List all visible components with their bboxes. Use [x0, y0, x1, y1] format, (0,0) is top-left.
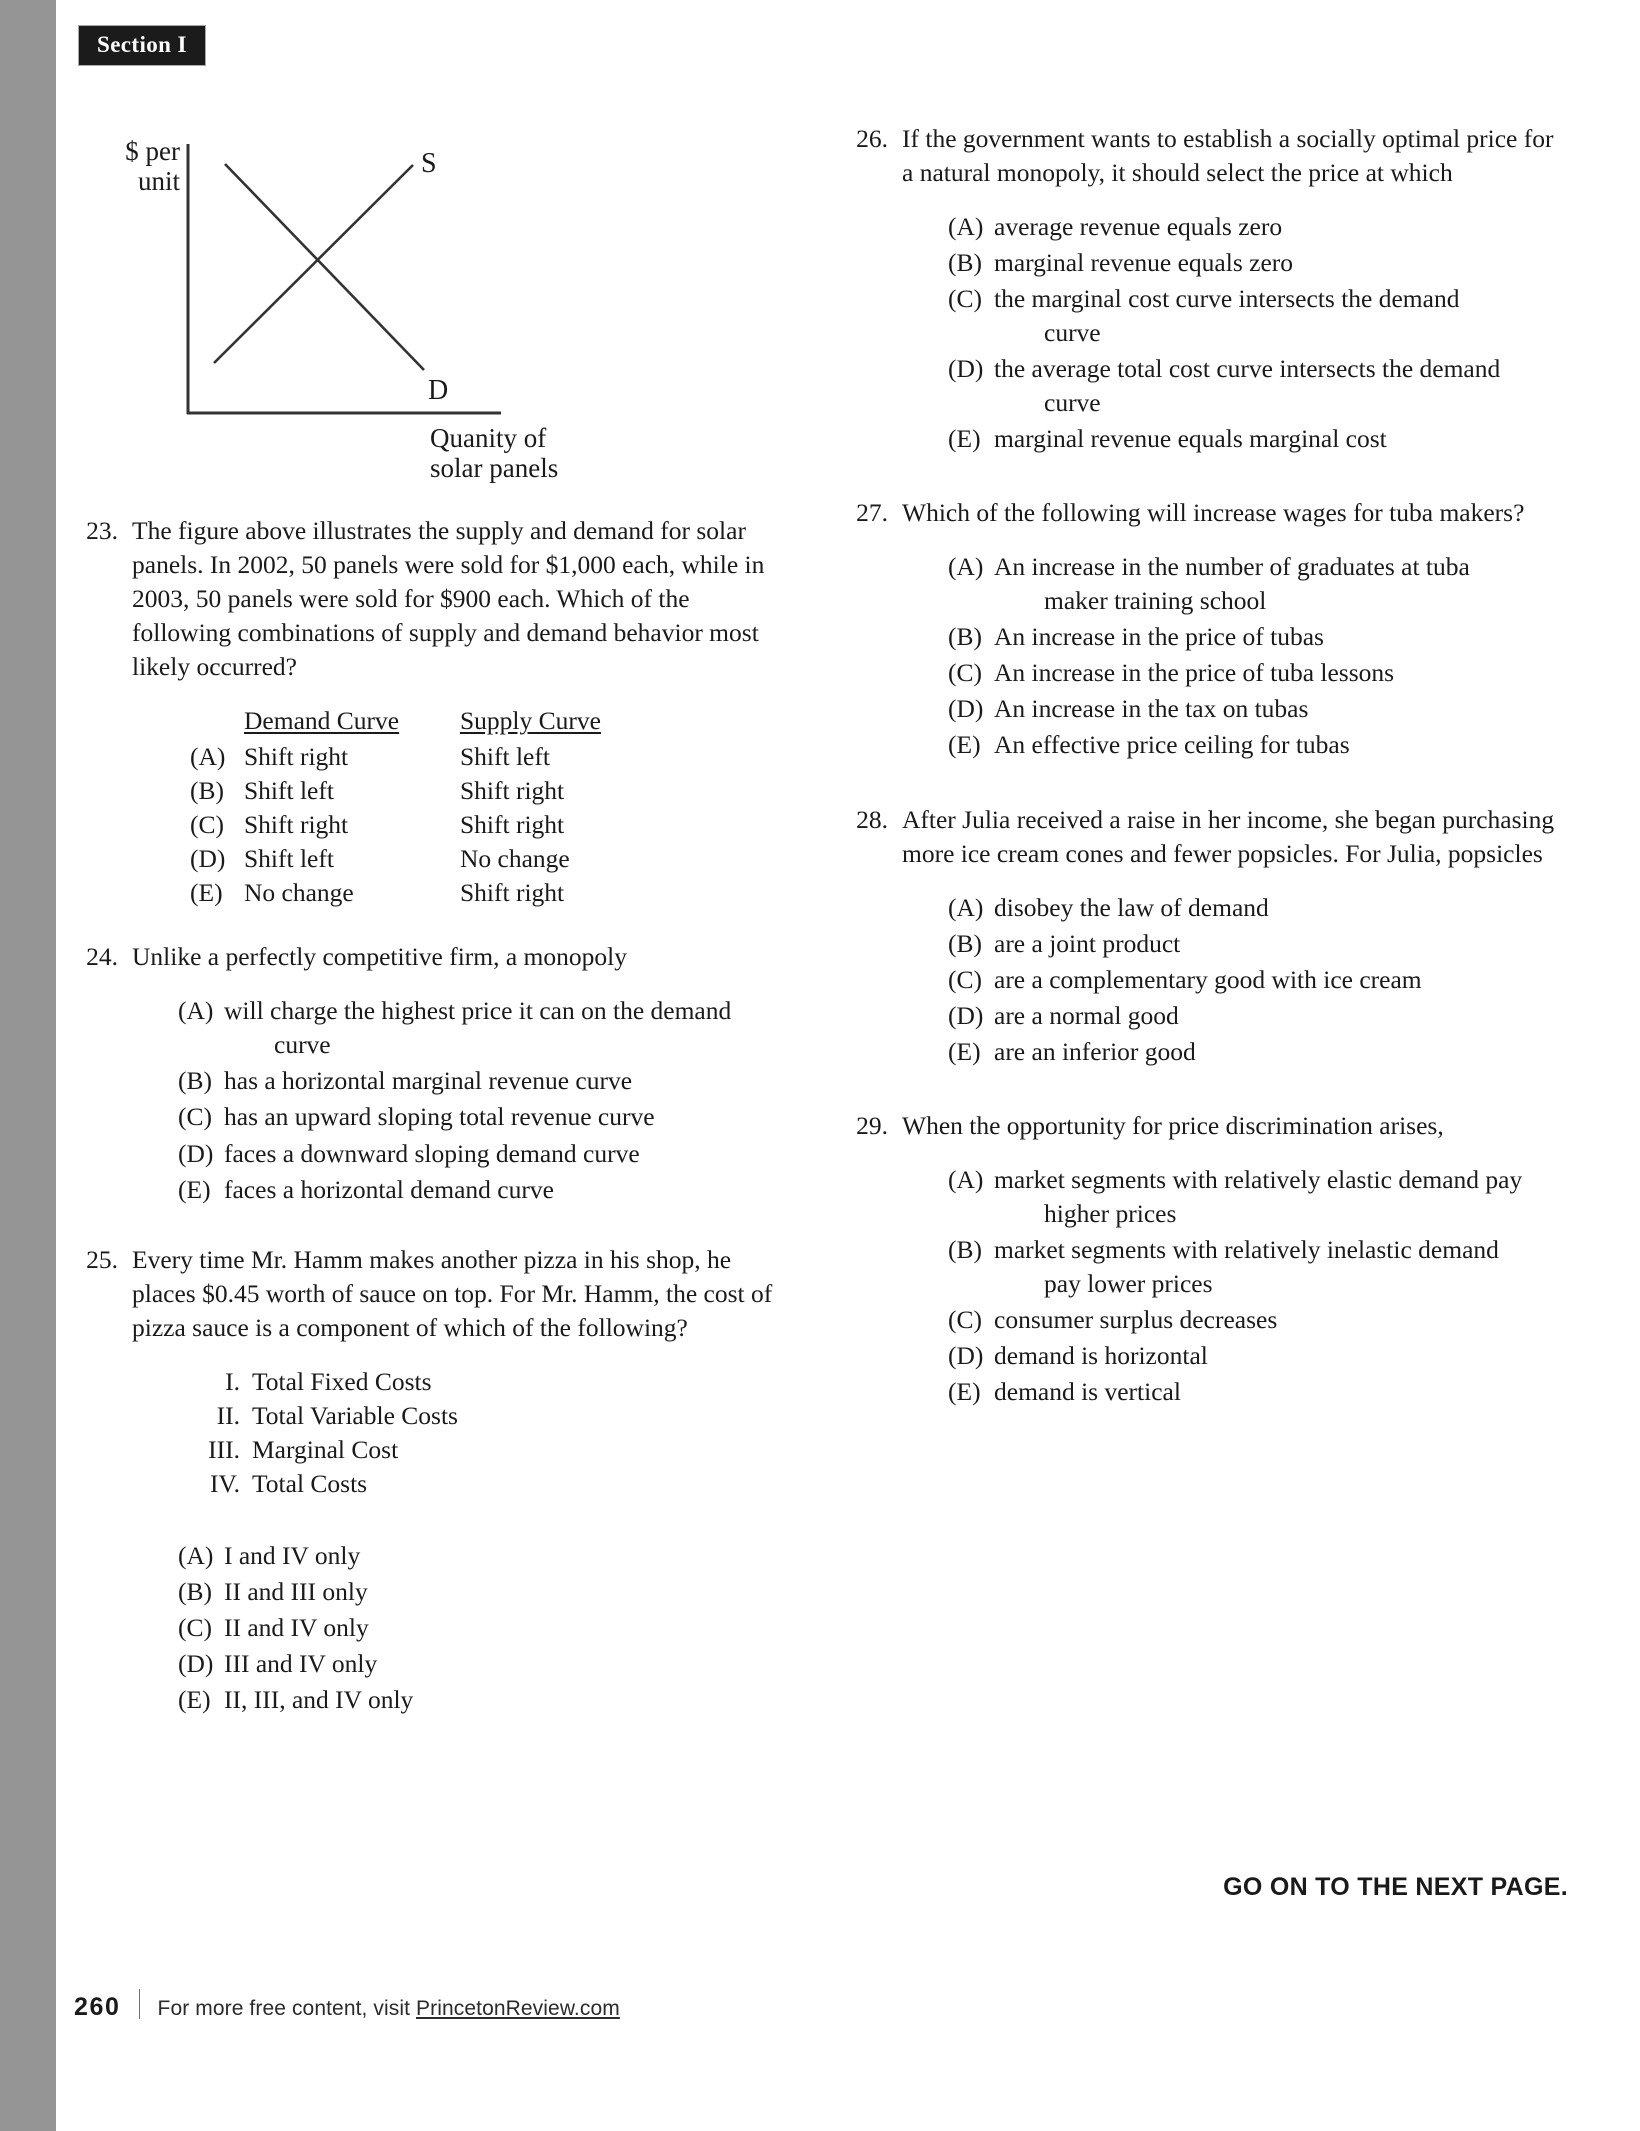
choice-letter: (B)	[948, 248, 982, 278]
choice-letter: (A)	[948, 212, 984, 242]
choice-letter: (B)	[948, 1234, 982, 1264]
question-23	[76, 514, 776, 910]
choice-line1: has a horizontal marginal revenue curve	[224, 1066, 633, 1096]
page-content	[56, 0, 1640, 2131]
choice-b[interactable]	[938, 620, 1566, 654]
choice-demand-value: No change	[244, 878, 354, 908]
choice-d[interactable]	[938, 352, 1566, 420]
choice-e[interactable]	[938, 1035, 1566, 1069]
list-item	[190, 1399, 776, 1433]
choice-letter: (A)	[948, 1164, 984, 1194]
choice-letter: (E)	[948, 424, 981, 454]
choice-text	[224, 1575, 776, 1609]
choice-letter: (E)	[178, 1174, 211, 1204]
question-25-choices	[132, 1539, 776, 1717]
page-footer	[74, 1985, 620, 2022]
choice-c[interactable]	[938, 963, 1566, 997]
question-24-number: 24.	[86, 942, 118, 972]
choice-line1: the average total cost curve intersects the demand	[994, 354, 1501, 384]
choice-line1: are a complementary good with ice cream	[994, 964, 1422, 994]
footer-text-prefix: For more free content, visit	[157, 1997, 417, 2020]
choice-line2: curve	[1044, 388, 1101, 418]
choice-d[interactable]	[938, 999, 1566, 1033]
choice-text	[994, 963, 1566, 997]
question-28-number: 28.	[856, 804, 888, 834]
choice-text	[224, 1539, 776, 1573]
choice-letter: (E)	[190, 878, 223, 908]
choice-text	[994, 1375, 1566, 1409]
question-28-stem: After Julia received a raise in her income, she began purchasing more ice cream cones and fewer popsicles. For Julia, popsicles	[902, 804, 1555, 868]
choice-letter: (A)	[178, 1540, 214, 1570]
choice-c[interactable]	[168, 1100, 776, 1134]
princeton-review-link[interactable]: PrincetonReview.com	[416, 1997, 620, 2020]
question-28	[846, 803, 1566, 1071]
choice-line1: consumer surplus decreases	[994, 1304, 1278, 1334]
choice-text	[994, 1339, 1566, 1373]
table-header-row	[190, 704, 776, 738]
table-row[interactable]	[190, 842, 776, 876]
choice-text	[994, 656, 1566, 690]
question-25-roman-list	[132, 1365, 776, 1501]
roman-text: Total Fixed Costs	[252, 1366, 432, 1396]
choice-a[interactable]	[938, 210, 1566, 244]
choice-text	[994, 891, 1566, 925]
y-axis-label-line2: unit	[137, 166, 180, 196]
question-29-number: 29.	[856, 1110, 888, 1140]
choice-b[interactable]	[168, 1575, 776, 1609]
choice-d[interactable]	[168, 1647, 776, 1681]
choice-line1: will charge the highest price it can on the demand	[224, 996, 732, 1026]
choice-supply-value: No change	[460, 844, 570, 874]
choice-letter: (B)	[190, 776, 224, 806]
supply-demand-figure	[76, 122, 776, 502]
list-item	[190, 1433, 776, 1467]
choice-e[interactable]	[938, 1375, 1566, 1409]
roman-numeral: I.	[225, 1366, 240, 1396]
question-29-stem: When the opportunity for price discrimination arises,	[902, 1110, 1444, 1140]
choice-letter: (D)	[178, 1648, 214, 1678]
supply-curve-label: S	[421, 148, 437, 179]
question-27-number: 27.	[856, 498, 888, 528]
left-column	[76, 122, 776, 1749]
choice-demand-value: Shift right	[244, 742, 349, 772]
choice-line1: demand is vertical	[994, 1376, 1181, 1406]
choice-line1: market segments with relatively elastic demand pay	[994, 1164, 1523, 1194]
choice-text	[994, 927, 1566, 961]
choice-b[interactable]	[168, 1064, 776, 1098]
choice-letter: (C)	[948, 1304, 982, 1334]
choice-line2: higher prices	[1044, 1198, 1177, 1228]
choice-letter: (D)	[948, 694, 984, 724]
choice-letter: (E)	[948, 730, 981, 760]
choice-text	[224, 1137, 776, 1171]
choice-text	[224, 1173, 776, 1207]
choice-d[interactable]	[938, 1339, 1566, 1373]
roman-numeral: III.	[208, 1434, 240, 1464]
choice-text	[994, 728, 1566, 762]
choice-b[interactable]	[938, 246, 1566, 280]
choice-text	[224, 1683, 776, 1717]
question-24	[76, 940, 776, 1208]
roman-text: Marginal Cost	[252, 1434, 399, 1464]
question-23-stem: The figure above illustrates the supply and demand for solar panels. In 2002, 50 panels were sold for $1,000 each, while in 2003, 50 panels were sold for $900 each. Which of the following combinations of supply and demand behavior most likely occurred?	[132, 516, 765, 682]
choice-letter: (B)	[948, 928, 982, 958]
choice-line1: are a joint product	[994, 928, 1181, 958]
question-23-choice-table	[132, 704, 776, 910]
choice-line2: maker training school	[1044, 586, 1267, 616]
choice-e[interactable]	[168, 1683, 776, 1717]
demand-curve	[225, 164, 424, 370]
choice-line1: III and IV only	[224, 1648, 378, 1678]
choice-letter: (D)	[948, 1000, 984, 1030]
list-item	[190, 1467, 776, 1501]
choice-line2: curve	[1044, 318, 1101, 348]
choice-line1: are a normal good	[994, 1000, 1179, 1030]
choice-letter: (E)	[948, 1376, 981, 1406]
choice-line1: the marginal cost curve intersects the demand	[994, 284, 1460, 314]
choice-text	[994, 1163, 1566, 1231]
choice-letter: (B)	[178, 1576, 212, 1606]
y-axis-label-line1: $ per	[125, 136, 180, 166]
x-axis-label-line2: solar panels	[430, 453, 559, 483]
choice-text	[994, 1303, 1566, 1337]
choice-letter: (D)	[178, 1138, 214, 1168]
page-gutter-bar	[0, 0, 56, 2131]
table-header-supply: Supply Curve	[460, 706, 601, 736]
question-25-number: 25.	[86, 1244, 118, 1274]
question-25	[76, 1243, 776, 1719]
choice-text	[994, 246, 1566, 280]
question-27-choices	[902, 550, 1566, 762]
choice-text	[994, 352, 1566, 420]
roman-numeral: IV.	[210, 1468, 240, 1498]
choice-line1: faces a downward sloping demand curve	[224, 1138, 640, 1168]
choice-text	[224, 1064, 776, 1098]
choice-demand-value: Shift left	[244, 776, 334, 806]
choice-letter: (E)	[178, 1684, 211, 1714]
choice-line1: faces a horizontal demand curve	[224, 1174, 554, 1204]
choice-line1: An increase in the price of tuba lessons	[994, 658, 1395, 688]
choice-line1: An effective price ceiling for tubas	[994, 730, 1350, 760]
list-item	[190, 1365, 776, 1399]
choice-text	[224, 1647, 776, 1681]
choice-line2: curve	[274, 1030, 331, 1060]
choice-line1: II and III only	[224, 1576, 368, 1606]
right-column	[846, 122, 1566, 1441]
supply-demand-chart	[76, 122, 776, 502]
choice-text	[994, 210, 1566, 244]
choice-letter: (D)	[948, 354, 984, 384]
choice-line1: are an inferior good	[994, 1036, 1196, 1066]
choice-line2: pay lower prices	[1044, 1268, 1213, 1298]
choice-line1: average revenue equals zero	[994, 212, 1283, 242]
choice-line1: II, III, and IV only	[224, 1684, 414, 1714]
choice-text	[994, 620, 1566, 654]
question-29-choices	[902, 1163, 1566, 1409]
x-axis-label-line1: Quanity of	[430, 423, 547, 453]
choice-letter: (A)	[948, 552, 984, 582]
question-24-choices	[132, 994, 776, 1206]
question-27	[846, 496, 1566, 764]
roman-text: Total Costs	[252, 1468, 368, 1498]
choice-supply-value: Shift right	[460, 878, 565, 908]
choice-letter: (A)	[948, 892, 984, 922]
choice-b[interactable]	[938, 1233, 1566, 1301]
go-on-to-next-page-notice: GO ON TO THE NEXT PAGE.	[1223, 1873, 1568, 1901]
choice-supply-value: Shift right	[460, 810, 565, 840]
choice-text	[994, 1035, 1566, 1069]
choice-letter: (B)	[948, 622, 982, 652]
choice-letter: (B)	[178, 1066, 212, 1096]
question-29	[846, 1109, 1566, 1411]
choice-text	[994, 999, 1566, 1033]
choice-a[interactable]	[168, 994, 776, 1062]
page-number: 260	[74, 1993, 121, 2021]
choice-letter: (D)	[948, 1340, 984, 1370]
table-row[interactable]	[190, 774, 776, 808]
choice-letter: (C)	[948, 658, 982, 688]
choice-supply-value: Shift right	[460, 776, 565, 806]
choice-line1: disobey the law of demand	[994, 892, 1269, 922]
question-23-number: 23.	[86, 516, 118, 545]
choice-demand-value: Shift right	[244, 810, 349, 840]
choice-line1: An increase in the tax on tubas	[994, 694, 1309, 724]
choice-line1: demand is horizontal	[994, 1340, 1208, 1370]
choice-e[interactable]	[938, 728, 1566, 762]
choice-letter: (A)	[178, 996, 214, 1026]
roman-text: Total Variable Costs	[252, 1400, 458, 1430]
choice-a[interactable]	[168, 1539, 776, 1573]
choice-supply-value: Shift left	[460, 742, 550, 772]
choice-c[interactable]	[938, 282, 1566, 350]
question-25-stem: Every time Mr. Hamm makes another pizza in his shop, he places $0.45 worth of sauce on top. For Mr. Hamm, the cost of pizza sauce is a component of which of the following?	[132, 1244, 773, 1342]
choice-line1: marginal revenue equals marginal cost	[994, 424, 1387, 454]
choice-c[interactable]	[938, 656, 1566, 690]
footer-text	[158, 1997, 620, 2021]
choice-line1: has an upward sloping total revenue curve	[224, 1102, 655, 1132]
choice-a[interactable]	[938, 550, 1566, 618]
choice-e[interactable]	[168, 1173, 776, 1207]
choice-text	[224, 1100, 776, 1134]
choice-c[interactable]	[168, 1611, 776, 1645]
question-26-choices	[902, 210, 1566, 456]
choice-letter: (C)	[178, 1612, 212, 1642]
choice-text	[994, 422, 1566, 456]
question-26	[846, 122, 1566, 458]
choice-line1: marginal revenue equals zero	[994, 248, 1294, 278]
demand-curve-label: D	[428, 375, 449, 406]
choice-text	[994, 692, 1566, 726]
table-row[interactable]	[190, 740, 776, 774]
supply-curve	[214, 165, 413, 363]
choice-letter: (C)	[948, 964, 982, 994]
choice-text	[224, 994, 776, 1062]
choice-line1: I and IV only	[224, 1540, 361, 1570]
choice-demand-value: Shift left	[244, 844, 334, 874]
choice-line1: market segments with relatively inelastic demand	[994, 1234, 1499, 1264]
choice-letter: (C)	[190, 810, 224, 840]
choice-c[interactable]	[938, 1303, 1566, 1337]
section-tag: Section I	[78, 25, 206, 66]
choice-line1: II and IV only	[224, 1612, 369, 1642]
choice-line1: An increase in the number of graduates at tuba	[994, 552, 1470, 582]
choice-text	[994, 282, 1566, 350]
choice-text	[224, 1611, 776, 1645]
question-28-choices	[902, 891, 1566, 1069]
choice-a[interactable]	[938, 891, 1566, 925]
question-24-stem: Unlike a perfectly competitive firm, a monopoly	[132, 942, 627, 972]
choice-b[interactable]	[938, 927, 1566, 961]
choice-line1: An increase in the price of tubas	[994, 622, 1324, 652]
choice-text	[994, 550, 1566, 618]
choice-letter: (A)	[190, 742, 226, 772]
table-row[interactable]	[190, 808, 776, 842]
choice-text	[994, 1233, 1566, 1301]
question-26-number: 26.	[856, 124, 888, 153]
question-26-stem: If the government wants to establish a socially optimal price for a natural monopoly, it should select the price at which	[902, 124, 1554, 188]
footer-divider	[139, 1989, 140, 2019]
table-row[interactable]	[190, 876, 776, 910]
choice-letter: (D)	[190, 844, 226, 874]
choice-letter: (E)	[948, 1036, 981, 1066]
choice-letter: (C)	[178, 1102, 212, 1132]
choice-d[interactable]	[938, 692, 1566, 726]
choice-letter: (C)	[948, 284, 982, 314]
question-27-stem: Which of the following will increase wages for tuba makers?	[902, 498, 1525, 528]
choice-d[interactable]	[168, 1137, 776, 1171]
roman-numeral: II.	[216, 1400, 240, 1430]
table-header-demand: Demand Curve	[244, 706, 400, 736]
choice-a[interactable]	[938, 1163, 1566, 1231]
choice-e[interactable]	[938, 422, 1566, 456]
